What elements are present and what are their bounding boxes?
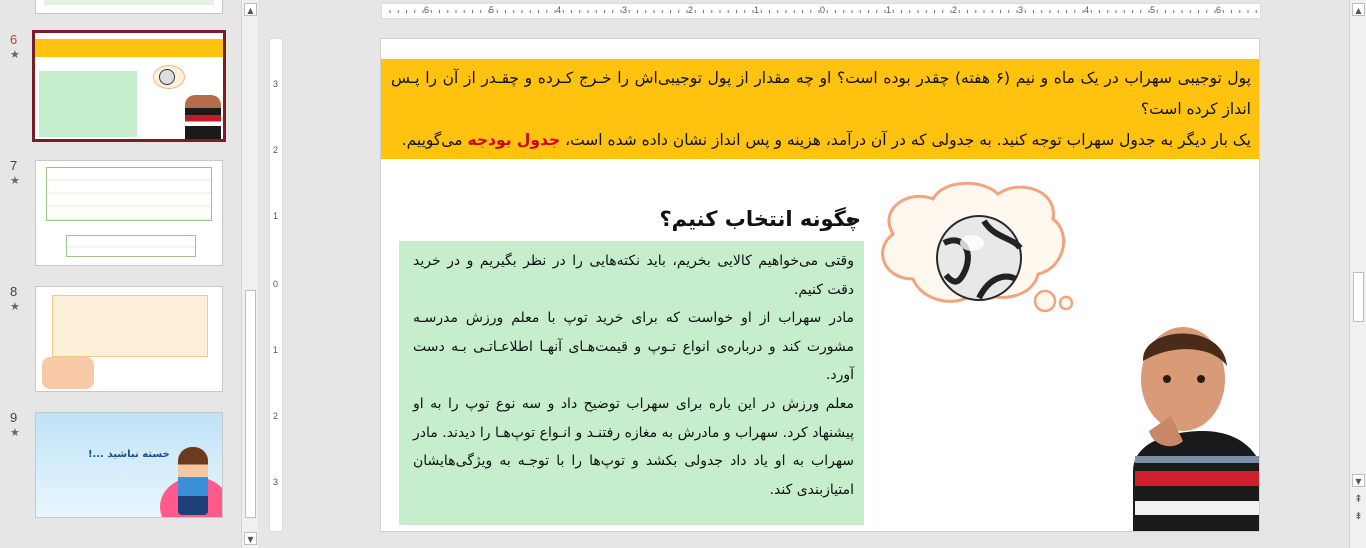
slide-thumbnail-6[interactable] bbox=[32, 30, 226, 142]
paragraph-1: وقتی می‌خواهیم کالایی بخریم، باید نکته‌هایی را در نظر بگیریم و در خرید دقت کنیم. bbox=[413, 253, 854, 298]
slide-number-8: 8 bbox=[10, 284, 18, 299]
scroll-up-icon[interactable]: ▲ bbox=[244, 3, 257, 16]
ruler-label: 3 bbox=[622, 5, 628, 15]
paragraph-2: مادر سهراب از او خواست که برای خرید توپ با معلم ورزش مدرسـه مشورت کند و درباره‌ی انواع تـوپ و قیمت‌هـای آنهـا اطلاعـاتـی بـه دست آورد. bbox=[413, 310, 854, 384]
ruler-label: 6 bbox=[1216, 5, 1222, 15]
ruler-label: 4 bbox=[1084, 5, 1090, 15]
banner-question: پول توجیبی سهراب در یک ماه و نیم (۶ هفته) چقدر بوده است؟ او چه مقدار از پول توجیبی‌اش را خـرج کـرده و چقـدر از آن را پـس انداز کرده است؟ bbox=[391, 69, 1251, 118]
ruler-label: 1 bbox=[886, 5, 892, 15]
thumbnail-scrollbar[interactable] bbox=[241, 0, 258, 548]
slide-thumbnail-9[interactable] bbox=[35, 412, 223, 518]
banner-note-text: یک بار دیگر به جدول سهراب توجه کنید. به جدولی که در آن درآمد، هزینه و پس انداز نشان داده شده است، bbox=[560, 131, 1251, 149]
ruler-label: 1 bbox=[754, 5, 760, 15]
scroll-down-icon[interactable]: ▼ bbox=[244, 532, 257, 545]
slide-number-9: 9 bbox=[10, 410, 18, 425]
slide-thumbnail-7[interactable] bbox=[35, 160, 223, 266]
paragraph-3: معلم ورزش در این باره برای سهراب توضیح داد و سه نوع توپ را به او پیشنهاد کرد. سهراب و مادرش به مغازه رفتنـد و انـواع توپ‌هـا را دیدند. مادر سهراب به او یاد داد جدولی بکشد و توپ‌ها را با توجـه به ویژگی‌هایشان امتیازبندی کند. bbox=[413, 395, 854, 498]
ruler-label: 1 bbox=[273, 345, 279, 355]
banner-note-end: می‌گوییم. bbox=[401, 131, 468, 149]
slide-number-6: 6 bbox=[10, 32, 18, 47]
slide-canvas[interactable] bbox=[380, 38, 1260, 532]
slide-editor bbox=[259, 0, 1349, 548]
budget-table-term: جدول بودجه bbox=[467, 131, 561, 149]
ruler-label: 6 bbox=[424, 5, 430, 15]
animation-star-icon: ★ bbox=[10, 300, 20, 313]
content-text-box[interactable] bbox=[399, 241, 864, 525]
vertical-ruler bbox=[269, 38, 283, 532]
ruler-label: 2 bbox=[952, 5, 958, 15]
slide-thumbnail-5[interactable] bbox=[35, 0, 223, 14]
ruler-label: 5 bbox=[1150, 5, 1156, 15]
animation-star-icon: ★ bbox=[10, 48, 20, 61]
scrollbar-thumb[interactable] bbox=[245, 290, 256, 518]
scroll-down-icon[interactable]: ▼ bbox=[1352, 474, 1365, 487]
animation-star-icon: ★ bbox=[10, 426, 20, 439]
thumbnail-9-title: خسته نباشید ...! bbox=[88, 449, 170, 460]
ruler-label: 3 bbox=[1018, 5, 1024, 15]
ruler-label: 1 bbox=[273, 211, 279, 221]
scroll-up-icon[interactable]: ▲ bbox=[1352, 3, 1365, 16]
ruler-label: 0 bbox=[273, 279, 279, 289]
slide-scrollbar[interactable] bbox=[1349, 0, 1366, 548]
animation-star-icon: ★ bbox=[10, 174, 20, 187]
ruler-label: 0 bbox=[820, 5, 826, 15]
slide-thumbnail-8[interactable] bbox=[35, 286, 223, 392]
ruler-label: 2 bbox=[688, 5, 694, 15]
horizontal-ruler bbox=[381, 3, 1261, 19]
ruler-label: 4 bbox=[556, 5, 562, 15]
soccer-ball-image[interactable] bbox=[934, 213, 1024, 303]
section-heading[interactable]: چگونه انتخاب کنیم؟ bbox=[659, 207, 861, 231]
ruler-label: 3 bbox=[273, 79, 279, 89]
scrollbar-thumb[interactable] bbox=[1353, 272, 1364, 322]
previous-slide-icon[interactable]: ⇞ bbox=[1354, 494, 1363, 505]
next-slide-icon[interactable]: ⇟ bbox=[1354, 511, 1363, 522]
question-banner[interactable] bbox=[381, 59, 1260, 159]
banner-note bbox=[391, 125, 1251, 156]
ruler-label: 2 bbox=[273, 145, 279, 155]
slide-thumbnail-pane bbox=[0, 0, 240, 548]
ruler-label: 2 bbox=[273, 411, 279, 421]
slide-number-7: 7 bbox=[10, 158, 18, 173]
ruler-label: 3 bbox=[273, 477, 279, 487]
ruler-label: 5 bbox=[489, 5, 495, 15]
boy-image[interactable] bbox=[1063, 321, 1260, 532]
